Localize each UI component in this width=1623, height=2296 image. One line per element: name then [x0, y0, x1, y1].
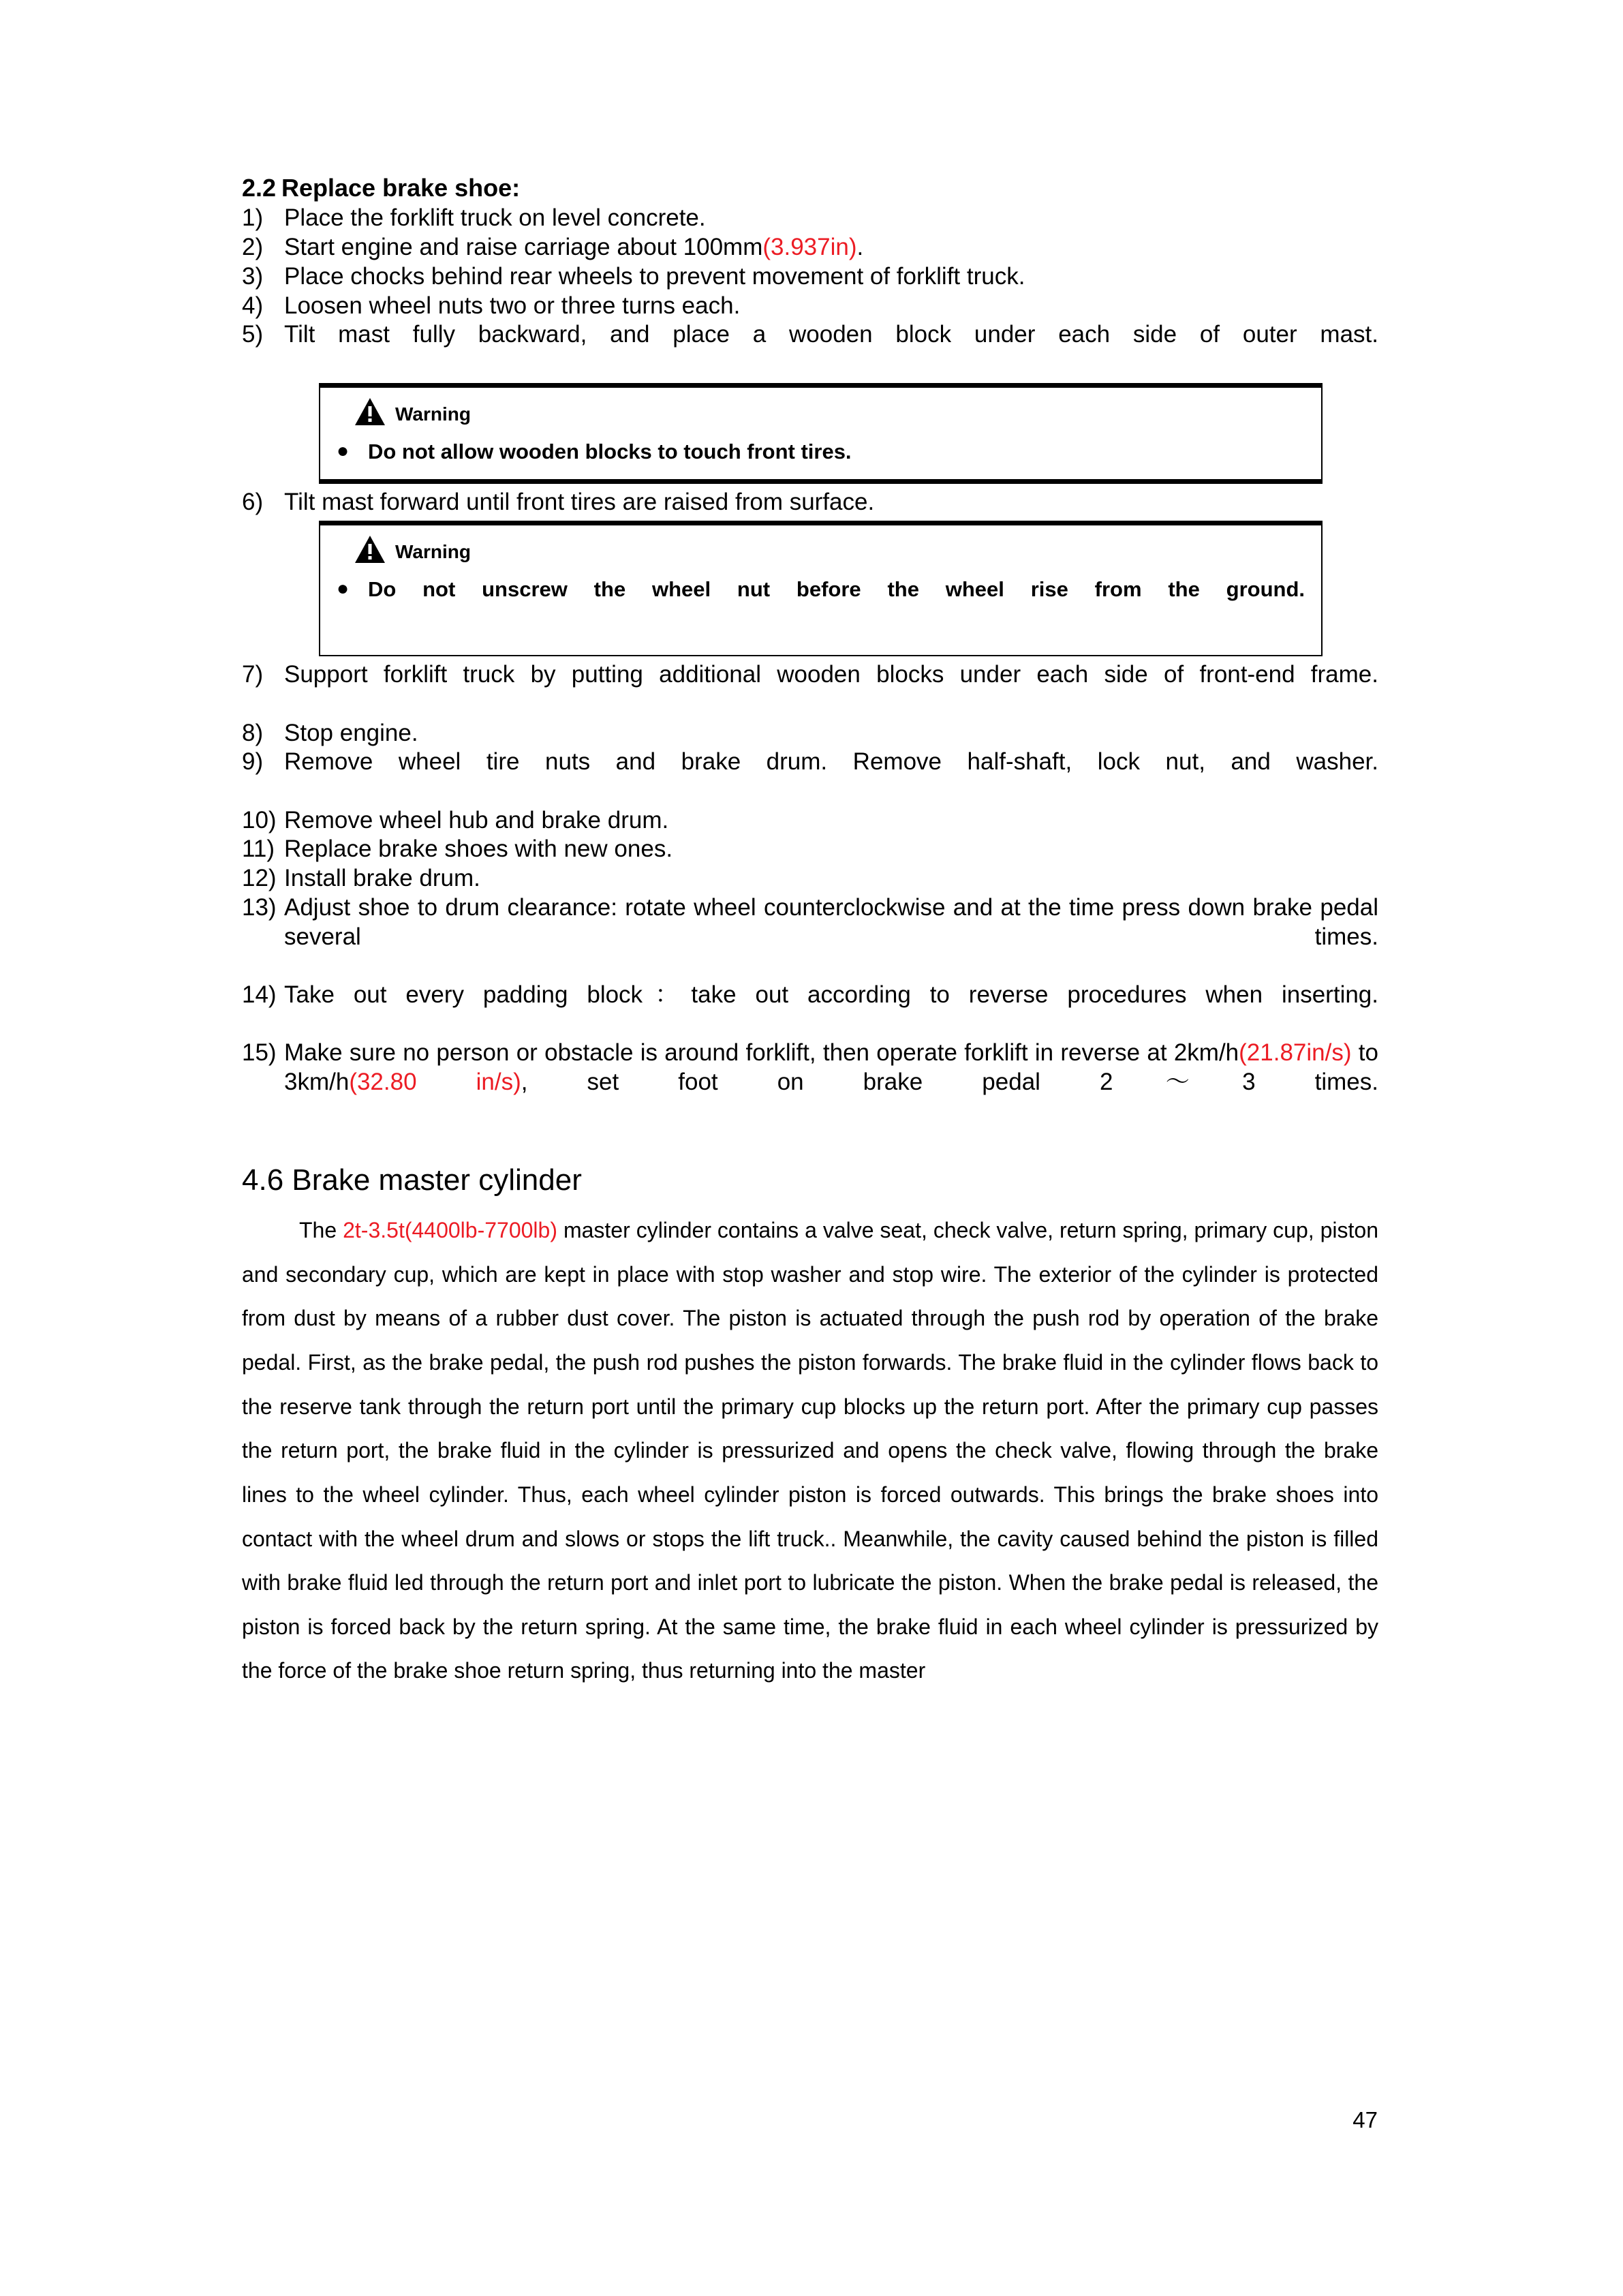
- list-item: [242, 262, 1378, 292]
- page-number: 47: [1352, 2107, 1378, 2132]
- list-marker: 5): [242, 321, 264, 348]
- warning-triangle-icon: [354, 397, 386, 426]
- list-text: Remove wheel tire nuts and brake drum. Remove half-shaft, lock nut, and washer.: [284, 748, 1378, 776]
- list-text-part1: Make sure no person or obstacle is around forklift, then operate forklift in reverse at 2km/h: [284, 1039, 1239, 1067]
- paragraph-rest: master cylinder contains a valve seat, check valve, return spring, primary cup, piston and secondary cup, which are kept in place with stop washer and stop wire. The exterior of the cylinder is protected from dust by means of a rubber dust cover. The piston is actuated through the push rod by operation of the brake pedal. First, as the brake pedal, the push rod pushes the piston forwards. The brake fluid in the cylinder flows back to the reserve tank through the return port until the primary cup blocks up the return port. After the primary cup passes the return port, the brake fluid in the cylinder is pressurized and opens the check valve, flowing through the brake lines to the wheel cylinder. Thus, each wheel cylinder piston is forced outwards. This brings the brake shoes into contact with the wheel drum and slows or stops the lift truck.. Meanwhile, the cavity caused behind the piston is filled with brake fluid led through the return port and inlet port to lubricate the piston. When the brake pedal is released, the piston is forced back by the return spring. At the same time, the brake fluid in each wheel cylinder is pressurized by the force of the brake shoe return spring, thus returning into the master: [242, 1218, 1379, 1683]
- list-text: Remove wheel hub and brake drum.: [284, 806, 669, 833]
- list-marker: 11): [242, 836, 275, 863]
- list-text-tail: .: [856, 234, 864, 261]
- list-item: [242, 893, 1378, 981]
- list-item: [242, 320, 1378, 378]
- section-heading-2-2: [242, 174, 1378, 202]
- list-text: [284, 233, 1378, 262]
- unit-conversion-red: (32.80 in/s): [349, 1068, 521, 1095]
- section-number: 2.2: [242, 174, 277, 202]
- list-item: [242, 981, 1378, 1039]
- list-text-part3: , set foot on brake pedal 2～3 times.: [521, 1068, 1378, 1095]
- warning-box: [319, 383, 1323, 484]
- list-text: [284, 1039, 1378, 1126]
- list-text-part2: to 3km/h: [284, 1039, 1378, 1095]
- list-text: Tilt mast fully backward, and place a wooden block under each side of outer mast.: [284, 321, 1378, 348]
- unit-conversion-red: (21.87in/s): [1239, 1039, 1352, 1067]
- list-marker: 12): [242, 865, 277, 892]
- warning-header: [337, 397, 1305, 426]
- list-text: Place the forklift truck on level concrete.: [284, 204, 706, 232]
- list-item: [242, 488, 1378, 517]
- list-text: Loosen wheel nuts two or three turns each.: [284, 292, 741, 319]
- list-text: Replace brake shoes with new ones.: [284, 836, 673, 863]
- list-text-plain: Start engine and raise carriage about 100mm: [284, 234, 763, 261]
- unit-conversion-red: (3.937in): [762, 234, 857, 261]
- warning-label: Warning: [395, 541, 471, 563]
- warning-bullet-text: Do not allow wooden blocks to touch front tires.: [368, 439, 852, 463]
- section-title: Replace brake shoe:: [281, 174, 521, 202]
- list-marker: 7): [242, 661, 264, 688]
- list-item: [242, 204, 1378, 233]
- warning-header: [337, 535, 1305, 564]
- section-heading-4-6: 4.6 Brake master cylinder: [242, 1163, 582, 1197]
- list-marker: 14): [242, 981, 277, 1008]
- list-text: Place chocks behind rear wheels to prevent movement of forklift truck.: [284, 262, 1025, 290]
- list-text: Stop engine.: [284, 719, 418, 746]
- page-content: [242, 174, 1378, 1693]
- steps-list: [242, 204, 1378, 378]
- list-item: [242, 292, 1378, 321]
- warning-bullet-item: [337, 575, 1305, 634]
- steps-list-continued-6: [242, 488, 1378, 517]
- steps-list-continued: [242, 660, 1378, 1126]
- list-item: [242, 1039, 1378, 1126]
- warning-bullet-text: Do not unscrew the wheel nut before the wheel rise from the ground.: [368, 577, 1305, 602]
- list-marker: 6): [242, 488, 264, 515]
- list-item: [242, 835, 1378, 864]
- warning-bullet-item: [337, 437, 1305, 467]
- list-text: Support forklift truck by putting additional wooden blocks under each side of front-end frame.: [284, 661, 1378, 688]
- list-marker: 1): [242, 204, 264, 232]
- list-text: Take out every padding block：take out according to reverse procedures when inserting.: [284, 981, 1378, 1008]
- list-marker: 4): [242, 292, 264, 319]
- list-text: Install brake drum.: [284, 865, 480, 892]
- list-marker: 9): [242, 748, 264, 776]
- capacity-spec-red: 2t-3.5t(4400lb-7700lb): [343, 1218, 557, 1243]
- list-marker: 3): [242, 262, 264, 290]
- list-marker: 8): [242, 719, 264, 746]
- warning-box: [319, 521, 1323, 656]
- list-item: [242, 748, 1378, 806]
- list-item: [242, 660, 1378, 718]
- list-item: [242, 233, 1378, 262]
- paragraph-lead: The: [299, 1218, 343, 1243]
- bullet-icon: ●: [337, 577, 350, 600]
- list-marker: 15): [242, 1039, 277, 1067]
- list-marker: 10): [242, 806, 277, 833]
- list-text: Adjust shoe to drum clearance: rotate wheel counterclockwise and at the time press down brake pedal several times.: [284, 893, 1378, 950]
- bullet-icon: ●: [337, 439, 350, 462]
- list-marker: 2): [242, 234, 264, 261]
- body-paragraph: [242, 1208, 1378, 1693]
- warning-triangle-icon: [354, 535, 386, 564]
- warning-label: Warning: [395, 403, 471, 425]
- list-item: [242, 719, 1378, 748]
- list-item: [242, 806, 1378, 836]
- list-text: Tilt mast forward until front tires are raised from surface.: [284, 488, 875, 515]
- list-item: [242, 864, 1378, 893]
- list-marker: 13): [242, 893, 277, 921]
